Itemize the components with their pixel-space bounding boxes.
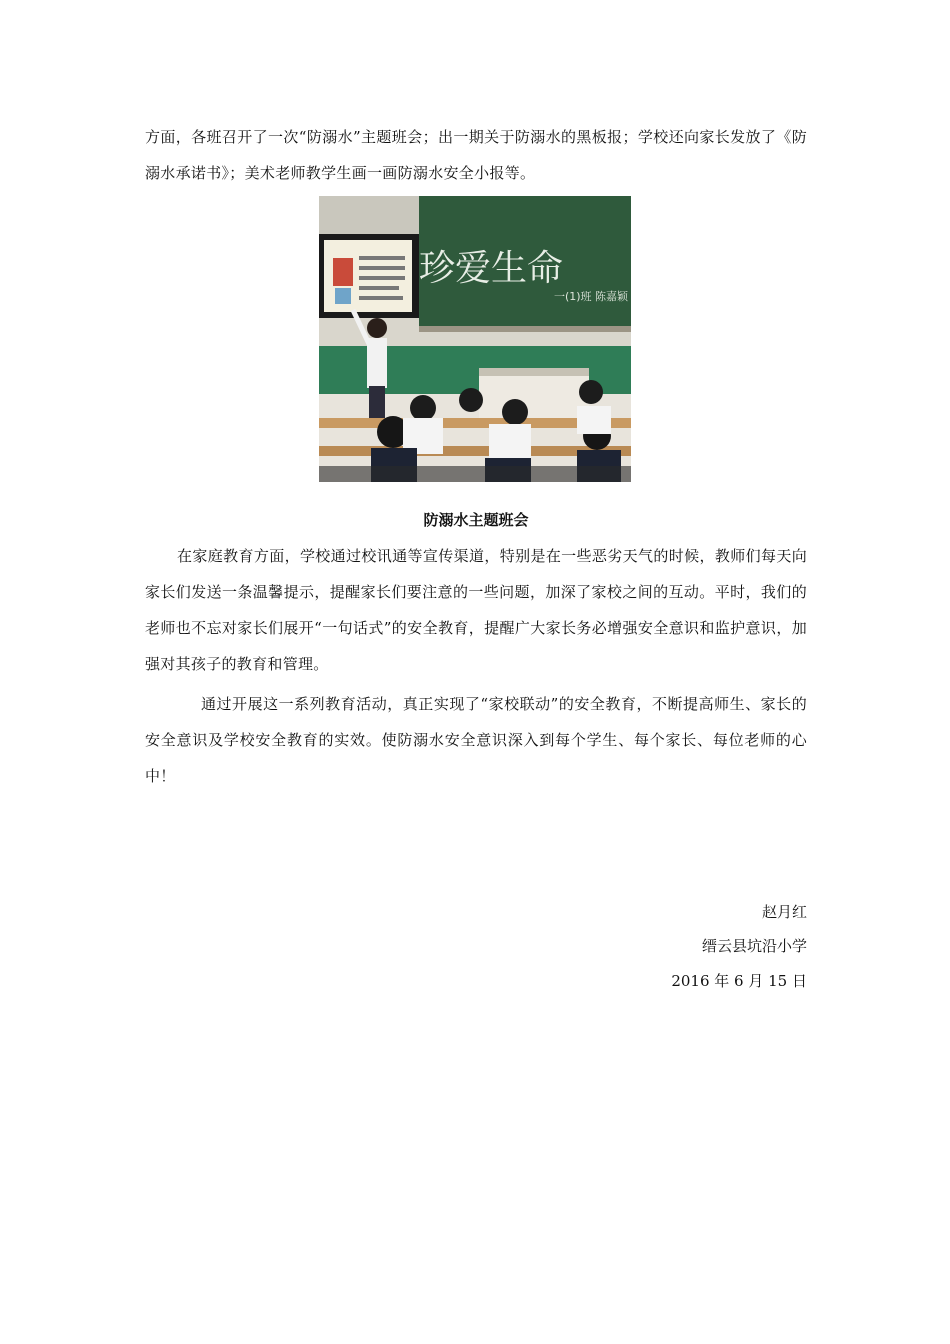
class-meeting-photo — [319, 196, 631, 482]
figure-caption: 防溺水主题班会 — [423, 511, 529, 529]
paragraph-intro: 方面，各班召开了一次“防溺水”主题班会；出一期关于防溺水的黑板报；学校还向家长发放了《防溺水承诺书》；美术老师教学生画一画防溺水安全小报等。 — [145, 128, 807, 182]
blackboard-title: 珍爱生命 — [418, 248, 564, 289]
signature-author: 赵月红 — [761, 903, 807, 921]
paragraph-conclusion: 通过开展这一系列教育活动，真正实现了“家校联动”的安全教育，不断提高师生、家长的安全意识及学校安全教育的实效。使防溺水安全意识深入到每个学生、每个家长、每位老师的心中！ — [145, 695, 807, 785]
paragraph-family-education: 在家庭教育方面，学校通过校讯通等宣传渠道，特别是在一些恶劣天气的时候，教师们每天向家长们发送一条温馨提示，提醒家长们要注意的一些问题，加深了家校之间的互动。平时，我们的老师也不忘对家长们展开“一句话式”的安全教育，提醒广大家长务必增强安全意识和监护意识，加强对其孩子的教育和管理。 — [145, 547, 807, 673]
blackboard-subtitle: 一(1)班 陈嘉颖 — [553, 290, 629, 303]
signature-date: 2016 年 6 月 15 日 — [671, 972, 807, 990]
signature-school: 缙云县坑沿小学 — [701, 937, 807, 955]
